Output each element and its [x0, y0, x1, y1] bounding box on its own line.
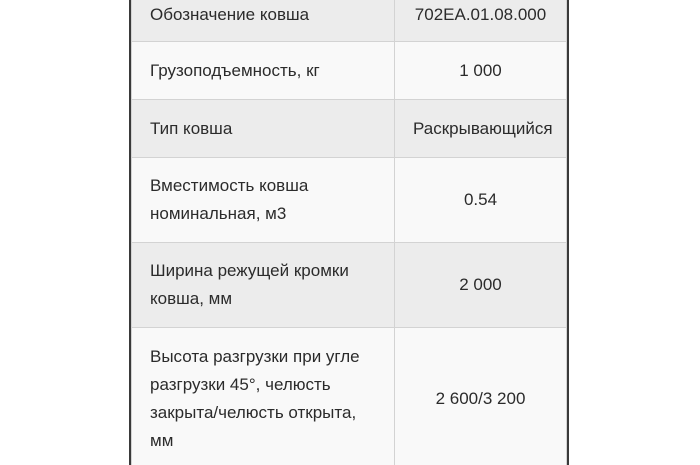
- table-row: [132, 243, 567, 328]
- table-row: [132, 100, 567, 158]
- row-value: 2 600/3 200: [395, 328, 567, 465]
- row-value: 1 000: [395, 42, 567, 100]
- row-value: 2 000: [395, 243, 567, 328]
- row-label: Вместимость ковша номинальная, м3: [132, 158, 395, 243]
- table-row: [132, 328, 567, 465]
- table-row: [132, 158, 567, 243]
- row-value: 702ЕА.01.08.000: [395, 0, 567, 42]
- specs-panel: [129, 0, 569, 465]
- table-row: [132, 0, 567, 42]
- row-label: Грузоподъемность, кг: [132, 42, 395, 100]
- row-label: Высота разгрузки при угле разгрузки 45°, челюсть закрыта/челюсть открыта, мм: [132, 328, 395, 465]
- row-value: Раскрывающийся: [395, 100, 567, 158]
- row-value: 0.54: [395, 158, 567, 243]
- row-label: Ширина режущей кромки ковша, мм: [132, 243, 395, 328]
- table-row: [132, 42, 567, 100]
- row-label: Обозначение ковша: [132, 0, 395, 42]
- specs-table: [131, 0, 567, 465]
- row-label: Тип ковша: [132, 100, 395, 158]
